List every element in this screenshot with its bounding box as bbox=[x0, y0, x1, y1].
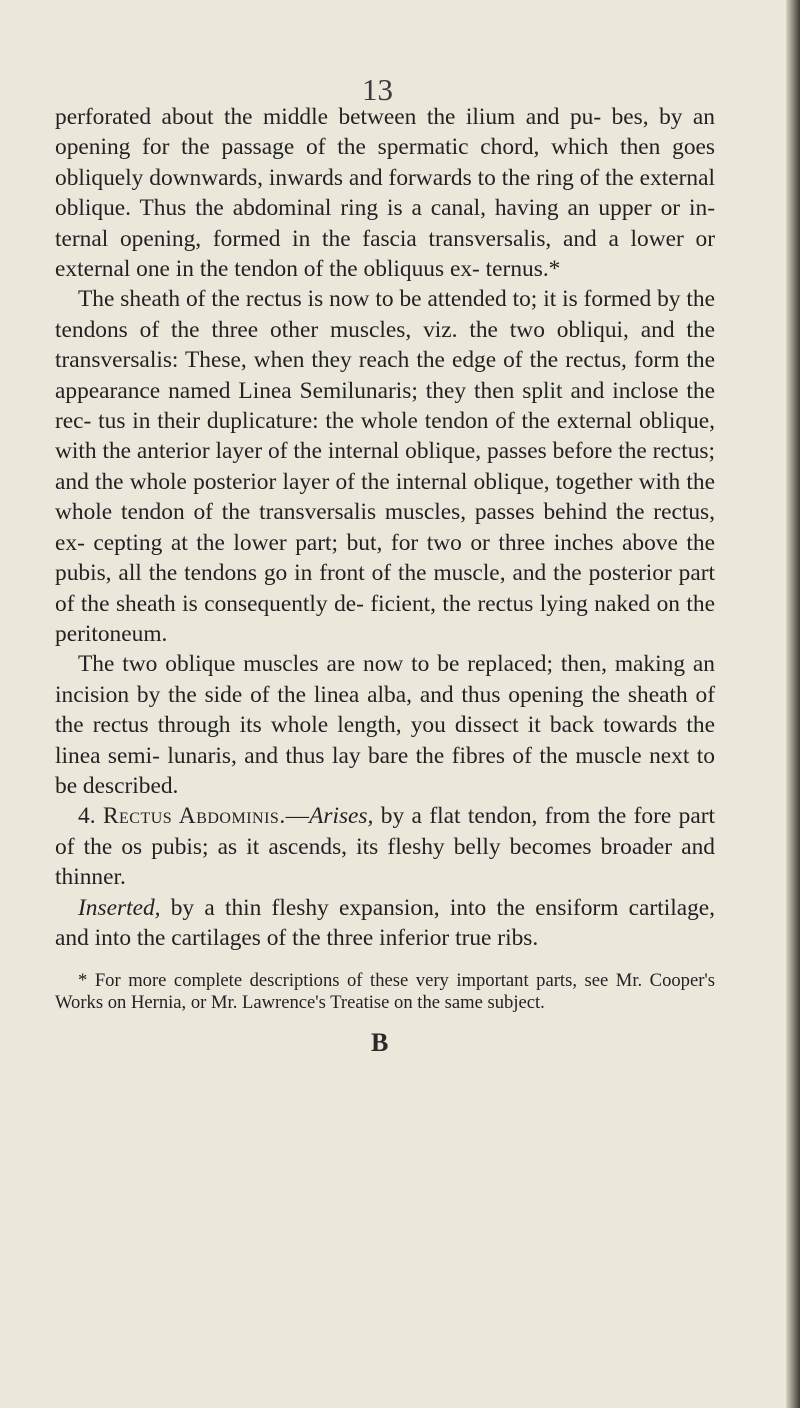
footnote bbox=[55, 970, 715, 1014]
inserted-text: by a thin fleshy expansion, into the ensiform cartilage, and into the cartilages of the three inferior true ribs. bbox=[55, 894, 715, 951]
arises-label: Arises, bbox=[309, 803, 374, 830]
page-number: 13 bbox=[362, 72, 393, 107]
paragraph-replace-obliques: The two oblique muscles are now to be replaced; then, making an incision by the side of the linea alba, and thus opening the sheath of the rectus through its whole length, you dissect it back towards the linea semi- lunaris, and thus lay bare the fibres of the muscle next to be described. bbox=[55, 651, 715, 799]
muscle-heading: Rectus Abdominis. bbox=[102, 803, 286, 830]
paragraph-rectus-abdominis bbox=[55, 801, 715, 892]
main-text bbox=[55, 102, 715, 953]
heading-dash: — bbox=[285, 803, 310, 830]
signature-mark: B bbox=[371, 1028, 389, 1057]
paragraph-abdominal-ring: perforated about the middle between the ilium and pu- bes, by an opening for the passage of the spermatic chord, which then goes obliquely downwards, inwards and forwards to the ring of the external oblique. Thus the abdominal ring is a canal, having an upper or in- ternal opening, formed in the fascia transversalis, and a lower or external one in the tendon of the obliquus ex- ternus.* bbox=[55, 104, 715, 283]
page-edge-shadow bbox=[786, 0, 800, 1408]
paragraph-sheath-of-rectus: The sheath of the rectus is now to be attended to; it is formed by the tendons of the three other muscles, viz. the two obliqui, and the transversalis: These, when they reach the edge of the rectus, form the appearance named Linea Semilunaris; they then split and inclose the rec- tus in their duplicature: the whole tendon of the external oblique, with the anterior layer of the internal oblique, passes before the rectus; and the whole posterior layer of the internal oblique, together with the whole tendon of the transversalis muscles, passes behind the rectus, ex- cepting at the lower part; but, for two or three inches above the pubis, all the tendons go in front of the muscle, and the posterior part of the sheath is consequently de- ficient, the rectus lying naked on the peritoneum. bbox=[55, 286, 715, 647]
section-number: 4. bbox=[78, 803, 96, 830]
footnote-text: * For more complete descriptions of these very important parts, see Mr. Cooper's Works on Hernia, or Mr. Lawrence's Treatise on the same subject. bbox=[55, 970, 715, 1013]
inserted-label: Inserted, bbox=[78, 894, 161, 921]
arises-text: by a flat tendon, from the fore part of the os pubis; as it ascends, its fleshy belly becomes broader and thinner. bbox=[55, 803, 715, 891]
paragraph-inserted bbox=[55, 893, 715, 954]
